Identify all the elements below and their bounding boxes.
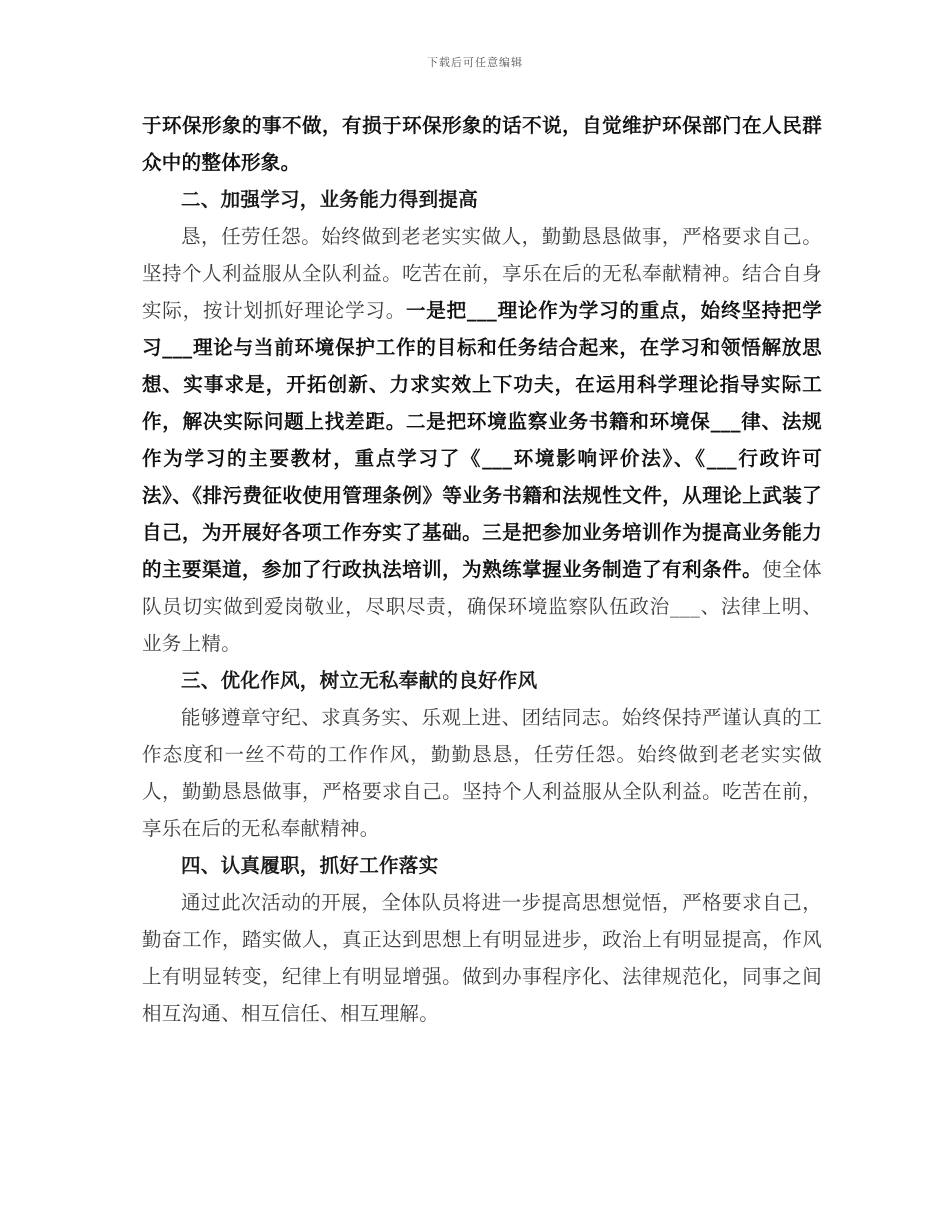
section-2-paragraph [142, 218, 822, 662]
section-3-paragraph: 能够遵章守纪、求真务实、乐观上进、团结同志。始终保持严谨认真的工作态度和一丝不苟的工作作风，勤勤恳恳，任劳任怨。始终做到老老实实做人，勤勤恳恳做事，严格要求自己。坚持个人利益服从全队利益。吃苦在前，享乐在后的无私奉献精神。 [142, 706, 822, 840]
section-4-paragraph: 通过此次活动的开展，全体队员将进一步提高思想觉悟，严格要求自己，勤奋工作，踏实做人，真正达到思想上有明显进步，政治上有明显提高，作风上有明显转变，纪律上有明显增强。做到办事程序化、法律规范化，同事之间相互沟通、相互信任、相互理解。 [142, 891, 822, 1025]
section-4-heading: 四、认真履职，抓好工作落实 [181, 854, 439, 877]
continuation-paragraph: 于环保形象的事不做，有损于环保形象的话不说，自觉维护环保部门在人民群众中的整体形象。 [142, 114, 822, 174]
document-body [142, 107, 822, 1032]
header-note: 下载后可任意编辑 [427, 56, 523, 69]
section-2-heading: 二、加强学习，业务能力得到提高 [181, 188, 479, 211]
section-2-regular-text: 恳，任劳任怨。始终做到老老实实做人，勤勤恳恳做事，严格要求自己。坚持个人利益服从全队利益。吃苦在前，享乐在后的无私奉献精神。结合自身实际，按计划抓好理论学习。 [142, 225, 822, 322]
section-2-tail-text: 使全体队员切实做到爱岗敬业，尽职尽责，确保环境监察队伍政治___、法律上明、业务上精。 [142, 558, 822, 655]
section-2-bold-text: 一是把___理论作为学习的重点，始终坚持把学习___理论与当前环境保护工作的目标和任务结合起来，在学习和领悟解放思想、实事求是，开拓创新、力求实效上下功夫，在运用科学理论指导实际工作，解决实际问题上找差距。二是把环境监察业务书籍和环境保___律、法规作为学习的主要教材，重点学习了《___环境影响评价法》、《___行政许可法》、《排污费征收使用管理条例》等业务书籍和法规性文件，从理论上武装了自己，为开展好各项工作夯实了基础。三是把参加业务培训作为提高业务能力的主要渠道，参加了行政执法培训，为熟练掌握业务制造了有利条件。 [142, 299, 822, 581]
section-3-heading: 三、优化作风，树立无私奉献的良好作风 [181, 669, 538, 692]
